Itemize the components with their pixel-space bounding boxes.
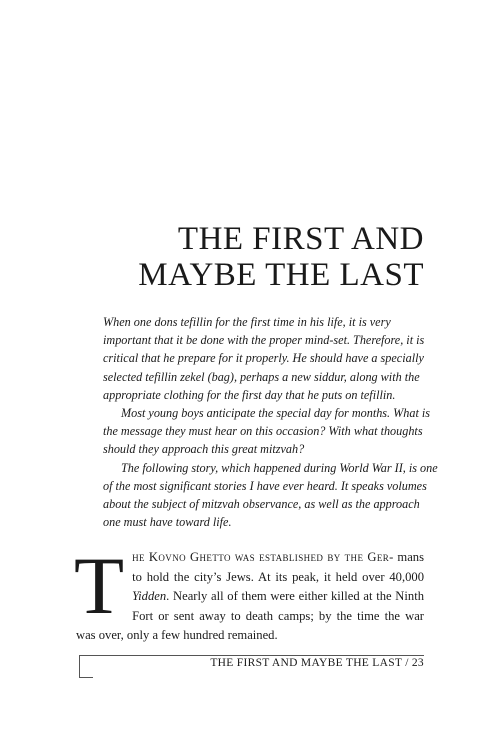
lead-in-small-caps: he Kovno Ghetto was established by the Ger-	[132, 550, 394, 564]
intro-paragraph-2: Most young boys anticipate the special day for months. What is the message they must hear on this occasion? With what thoughts should they approach this great mitzvah?	[103, 406, 431, 457]
page-footer	[79, 652, 424, 678]
footer-bracket-foot	[79, 677, 93, 678]
intro-paragraph-1: When one dons tefillin for the first time in his life, it is very important that it be done with the proper mind-set. Therefore, it is critical that he prepare for it properly. He should have a specially selected tefillin zekel (bag), perhaps a new siddur, along with the appropriate clothing for the first day that he puts on tefillin.	[103, 315, 425, 402]
chapter-title	[138, 221, 424, 293]
drop-cap: T	[74, 540, 125, 631]
chapter-title-line-1: THE FIRST AND	[177, 221, 424, 257]
body-text-part-2: . Nearly all of them were either killed at the Ninth Fort or sent away to death camps; by the time the war was over, only a few hundred remained.	[76, 589, 424, 642]
body-text	[74, 540, 424, 646]
running-head: THE FIRST AND MAYBE THE LAST / 23	[210, 657, 424, 669]
chapter-introduction	[103, 313, 438, 531]
body-text-part-1: mans to hold the city’s Jews. At its peak, it held over 40,000	[132, 550, 424, 584]
chapter-title-line-2: MAYBE THE LAST	[138, 257, 424, 293]
footer-bracket	[79, 655, 80, 677]
intro-paragraph-3: The following story, which happened during World War II, is one of the most significant stories I have ever heard. It speaks volumes about the subject of mitzvah observance, as well as the approach one must have toward life.	[103, 460, 438, 530]
emphasized-word: Yidden	[132, 589, 167, 603]
footer-rule	[79, 655, 424, 656]
